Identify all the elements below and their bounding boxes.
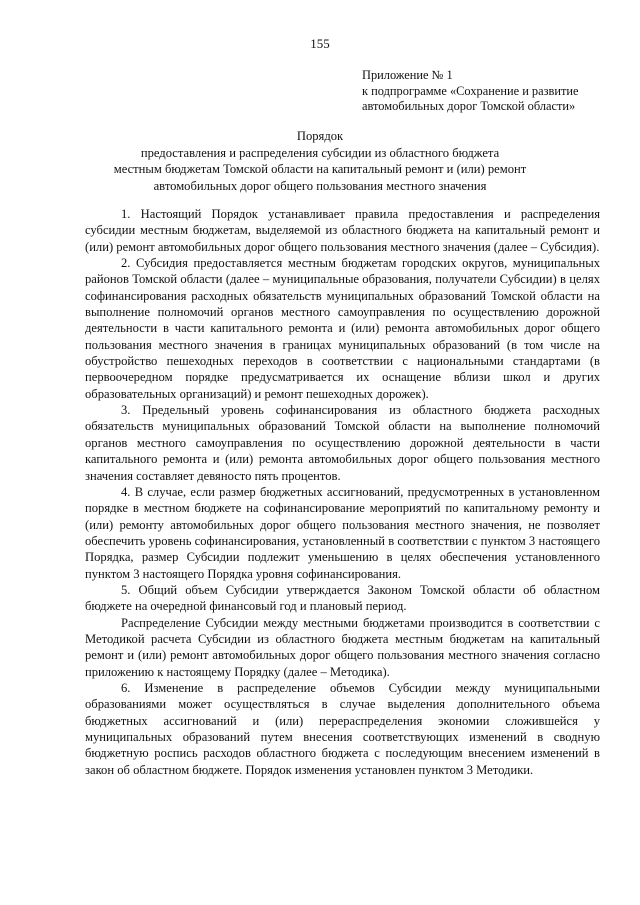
appendix-note [362, 68, 632, 115]
paragraph-6: 6. Изменение в распределение объемов Субсидии между муниципальными образованиями может осуществляться в случае выделения дополнительного объема бюджетных ассигнований и (или) перераспределения экономии сложившейся у муниципальных образований путем внесения соответствующих изменений в сводную бюджетную роспись расходов областного бюджета с последующим внесением изменений в закон об областном бюджете. Порядок изменения установлен пунктом 3 Методики. [85, 680, 600, 777]
title-heading: Порядок [296, 129, 344, 143]
title-line-3: автомобильных дорог общего пользования местного значения [153, 178, 487, 193]
paragraph-4: 4. В случае, если размер бюджетных ассигнований, предусмотренных в установленном порядке в местном бюджете на софинансирование мероприятий по капитальному ремонту и (или) ремонту автомобильных дорог общего пользования местного значения, не позволяет обеспечить уровень софинансирования, установленный в соответствии с пунктом 3 настоящего Порядка, размер Субсидии подлежит уменьшению в целях обеспечения установленного пунктом 3 настоящего Порядка уровня софинансирования. [85, 484, 600, 581]
paragraph-3: 3. Предельный уровень софинансирования из областного бюджета расходных обязательств муниципальных образований Томской области на выполнение полномочий органов местного самоуправления по осуществлению дорожной деятельности в части капитального ремонта и (или) ремонта автомобильных дорог общего пользования местного значения составляет девяносто пять процентов. [85, 403, 600, 483]
paragraph-5: 5. Общий объем Субсидии утверждается Законом Томской области об областном бюджете на очередной финансовый год и плановый период. [85, 582, 600, 614]
appendix-line-2: к подпрограмме «Сохранение и развитие [362, 83, 579, 98]
appendix-line-3: автомобильных дорог Томской области» [362, 99, 576, 113]
paragraph-2: 2. Субсидия предоставляется местным бюджетам городских округов, муниципальных районов Томской области (далее – муниципальные образования, получатели Субсидии) в целях софинансирования расходных обязательств муниципальных образований Томской области на выполнение полномочий органов местного самоуправления по осуществлению дорожной деятельности в части капитального ремонта и (или) ремонта автомобильных дорог общего пользования местного значения в границах муниципальных образований (в том числе на обустройство пешеходных переходов в соответствии с национальными стандартами (в первоочередном порядке предусматривается их оснащение вблизи школ и других образовательных организаций) и ремонт пешеходных дорожек). [85, 256, 600, 401]
document-body [85, 206, 600, 778]
paragraph-1: 1. Настоящий Порядок устанавливает правила предоставления и распределения субсидии местным бюджетам, выделяемой из областного бюджета на капитальный ремонт и (или) ремонт автомобильных дорог общего пользования местного значения (далее – Субсидия). [85, 207, 600, 254]
page-number: 155 [310, 36, 330, 51]
paragraph-distribution: Распределение Субсидии между местными бюджетами производится в соответствии с Методикой расчета Субсидии из областного бюджета местным бюджетам на капитальный ремонт и (или) ремонт автомобильных дорог общего пользования местного значения согласно приложению к настоящему Порядку (далее – Методика). [85, 615, 600, 679]
document-title [40, 128, 600, 194]
title-line-1: предоставления и распределения субсидии из областного бюджета [140, 145, 500, 160]
appendix-line-1: Приложение № 1 [362, 68, 453, 82]
title-line-2: местным бюджетам Томской области на капитальный ремонт и (или) ремонт [113, 162, 527, 177]
